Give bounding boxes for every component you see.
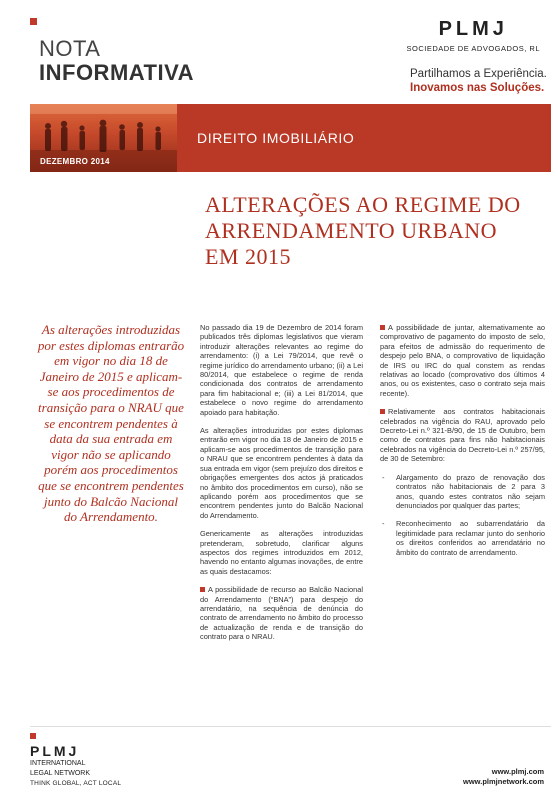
headline-line-1: ALTERAÇÕES AO REGIME DO: [205, 192, 521, 217]
slogan-line-1: Partilhamos a Experiência.: [410, 68, 547, 80]
bullet-square-icon: [200, 587, 205, 592]
network-line-1: INTERNATIONAL: [30, 760, 86, 767]
dash-item-text: Alargamento do prazo de renovação dos contratos não habitacionais de 2 para 3 anos, quando estes contratos não sejam denunciados por qualquer das partes;: [396, 472, 545, 510]
footer-accent-square: [30, 733, 36, 739]
bullet-paragraph: [380, 407, 545, 463]
logo-name: PLMJ: [438, 18, 508, 40]
accent-square: [30, 18, 37, 25]
bullet-text: Relativamente aos contratos habitacionais celebrados na vigência do RAU, aprovado pelo Decreto-Lei n.º 321-B/90, de 15 de Outubro, bem como de contratos para fins não habitacionais celebrados na vigência do Decreto-Lei n.º 257/95, de 30 de Setembro:: [380, 407, 545, 464]
issue-date: DEZEMBRO 2014: [40, 157, 110, 166]
footer-tagline: THINK GLOBAL, ACT LOCAL: [30, 780, 122, 787]
dash-list: [380, 473, 545, 557]
logo-subtitle: SOCIEDADE DE ADVOGADOS, RL: [406, 44, 540, 53]
footer-logo: [30, 744, 121, 788]
network-line-2: LEGAL NETWORK: [30, 770, 91, 777]
bullet-text: A possibilidade de juntar, alternativamente ao comprovativo de pagamento do imposto de selo, para efeitos de admissão do requerimento de despejo pelo BNA, o comprovativo de liquidação de IRS ou IRC do qual constem as rendas relativas ao locado (comprovativo dos últimos 4 anos, ou os existentes, caso o contrato seja mais recente).: [380, 323, 545, 398]
paragraph: Genericamente as alterações introduzidas pretenderam, sobretudo, clarificar alguns aspectos dos regimes introduzidos em 2012, havendo no entanto algumas inovações, de entre as quais destacamos:: [200, 529, 363, 576]
slogan: [410, 67, 547, 95]
footer-divider: [30, 726, 551, 727]
article-headline: [205, 192, 521, 270]
body-column-1: [200, 323, 363, 651]
body-column-2: [380, 323, 545, 566]
footer-urls: [463, 767, 544, 787]
section-banner: [30, 104, 551, 172]
section-title: DIREITO IMOBILIÁRIO: [197, 130, 355, 146]
dash-item-text: Reconhecimento ao subarrendatário da legitimidade para reclamar junto do senhorio os direitos conferidos ao arrendatário no âmbito do contrato de arrendamento.: [396, 519, 545, 557]
title-line-1: NOTA: [39, 36, 101, 61]
plmj-logo: [407, 18, 540, 53]
document-type-title: [39, 38, 194, 84]
dash-marker: -: [382, 472, 385, 482]
headline-line-3: EM 2015: [205, 244, 291, 269]
dash-list-item: [382, 473, 545, 511]
footer-logo-name: PLMJ: [30, 743, 80, 759]
bullet-paragraph: [200, 585, 363, 641]
slogan-line-2: Inovamos nas Soluções.: [410, 82, 545, 94]
pull-quote: As alterações introduzidas por estes diplomas entrarão em vigor no dia 18 de Janeiro de 2015 e aplicam-se aos procedimentos de transição para o NRAU que se encontrem pendentes à data da sua entrada em vigor não se aplicando porém aos procedimentos que se encontrem pendentes junto do Balcão Nacional do Arrendamento.: [37, 322, 185, 525]
website-link[interactable]: www.plmj.com: [491, 767, 544, 776]
banner-photo: [30, 104, 177, 172]
title-line-2: INFORMATIVA: [39, 60, 194, 85]
section-bar: [177, 104, 551, 172]
paragraph: No passado dia 19 de Dezembro de 2014 foram publicados três diplomas legislativos que vieram introduzir alterações relevantes ao regime do arrendamento: (i) a Lei 79/2014, que revê o regime jurídico do arrendamento urbano; (ii) a Lei 80/2014, que estabelece o regime de renda condicionada dos contratos de arrendamento para fim habitacional e; (iii) a Lei 81/2014, que estabelece o novo regime do arrendamento apoiado para habitação.: [200, 323, 363, 417]
headline-line-2: ARRENDAMENTO URBANO: [205, 218, 498, 243]
bullet-square-icon: [380, 325, 385, 330]
dash-marker: -: [382, 519, 385, 529]
bullet-paragraph: [380, 323, 545, 398]
network-website-link[interactable]: www.plmjnetwork.com: [463, 777, 544, 786]
bullet-text: A possibilidade de recurso ao Balcão Nacional do Arrendamento (“BNA”) para despejo do arrendatário, na sequência de denúncia do contrato de arrendamento no âmbito do processo de actualização de renda e de transição do contrato para o NRAU.: [200, 585, 363, 642]
dash-list-item: [382, 519, 545, 557]
paragraph: As alterações introduzidas por estes diplomas entrarão em vigor no dia 18 de Janeiro de 2015 e aplicam-se aos procedimentos de transição para o NRAU que se encontrem pendentes à data da sua entrada em vigor (sem prejuízo dos direitos e obrigações emergentes dos actos já praticados no âmbito dos procedimentos em curso), não se aplicando porém aos procedimentos que se encontrem pendentes junto do Balcão Nacional do Arrendamento.: [200, 426, 363, 520]
bullet-square-icon: [380, 409, 385, 414]
